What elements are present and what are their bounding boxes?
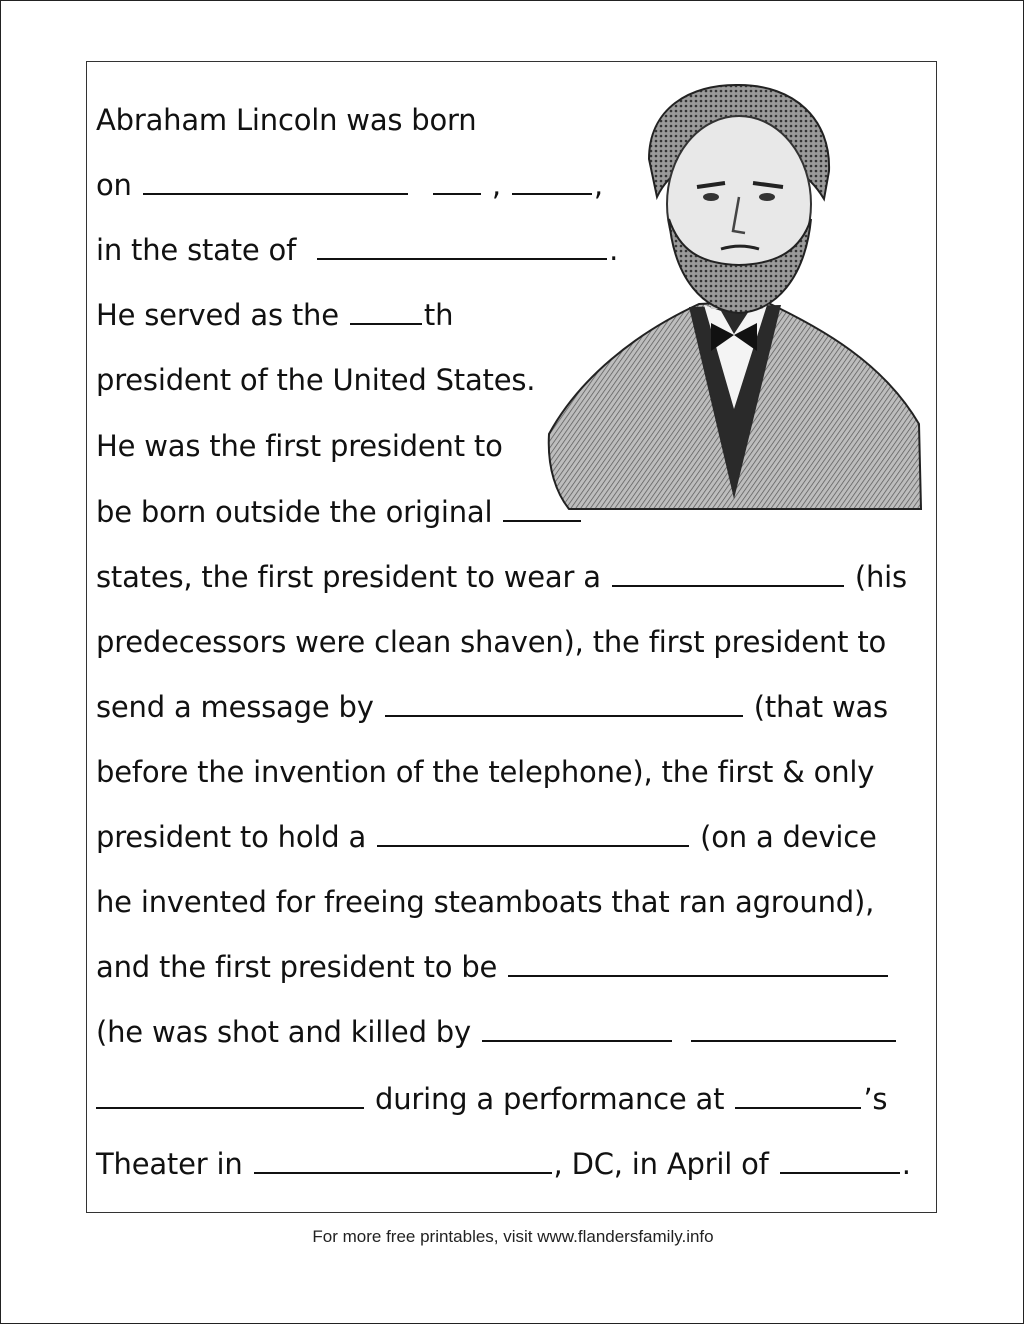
line-text: (he was shot and killed by: [96, 1015, 471, 1049]
line-text: predecessors were clean shaven), the first president to: [96, 625, 887, 659]
blank-year[interactable]: [780, 1146, 900, 1174]
line-text: th: [423, 298, 454, 332]
line-text: be born outside the original: [96, 495, 493, 529]
line-text: .: [901, 1147, 911, 1181]
line-text: during a performance at: [375, 1082, 725, 1116]
line-text: in the state of: [96, 233, 297, 267]
line-text: (his: [854, 560, 907, 594]
text-line-2: [96, 167, 603, 203]
line-text: president of the United States.: [96, 363, 536, 397]
line-text: ’s: [863, 1082, 888, 1116]
blank-assassin-first-name[interactable]: [482, 1014, 672, 1042]
text-line-13: [96, 884, 874, 920]
blank-message-method[interactable]: [385, 689, 743, 717]
text-line-3: [96, 232, 618, 268]
text-line-10: [96, 689, 888, 725]
line-text: he invented for freeing steamboats that ran aground),: [96, 885, 875, 919]
line-text: before the invention of the telephone), the first & only: [96, 755, 875, 789]
lincoln-portrait-icon: [539, 79, 925, 517]
line-text: He was the first president to: [96, 429, 503, 463]
blank-birth-state[interactable]: [317, 232, 607, 260]
blank-president-number[interactable]: [350, 297, 422, 325]
blank-original-states[interactable]: [503, 494, 581, 522]
text-line-1: [96, 102, 476, 138]
line-text: .: [609, 233, 619, 267]
blank-first-to-be[interactable]: [508, 949, 888, 977]
line-text: send a message by: [96, 690, 374, 724]
blank-theater-name[interactable]: [735, 1081, 861, 1109]
blank-birth-month[interactable]: [143, 167, 408, 195]
footer-note: For more free printables, visit www.flandersfamily.info: [312, 1227, 714, 1246]
blank-assassin-middle-name[interactable]: [691, 1014, 896, 1042]
line-text: ,: [593, 168, 603, 202]
line-text: (on a device: [700, 820, 877, 854]
text-line-16: [96, 1081, 887, 1117]
line-text: president to hold a: [96, 820, 367, 854]
line-text: He served as the: [96, 298, 339, 332]
line-text: and the first president to be: [96, 950, 498, 984]
blank-assassin-last-name[interactable]: [96, 1081, 364, 1109]
line-text: (that was: [753, 690, 888, 724]
text-line-14: [96, 949, 890, 985]
text-line-15: [96, 1014, 898, 1050]
text-line-7: [96, 494, 583, 530]
text-line-9: [96, 624, 886, 660]
text-line-17: [96, 1146, 911, 1182]
blank-city[interactable]: [254, 1146, 552, 1174]
line-text: ,: [491, 168, 501, 202]
line-text: states, the first president to wear a: [96, 560, 601, 594]
line-text: on: [96, 168, 132, 202]
text-line-8: [96, 559, 907, 595]
line-text: Theater in: [96, 1147, 243, 1181]
line-text: , DC, in April of: [553, 1147, 769, 1181]
blank-wear-item[interactable]: [612, 559, 844, 587]
blank-birth-year[interactable]: [512, 167, 592, 195]
text-line-11: [96, 754, 874, 790]
text-line-12: [96, 819, 877, 855]
blank-held-item[interactable]: [377, 819, 689, 847]
blank-birth-day[interactable]: [433, 167, 481, 195]
text-line-5: [96, 362, 535, 398]
text-line-6: [96, 428, 503, 464]
line-text: Abraham Lincoln was born: [96, 103, 477, 137]
text-line-4: [96, 297, 453, 333]
